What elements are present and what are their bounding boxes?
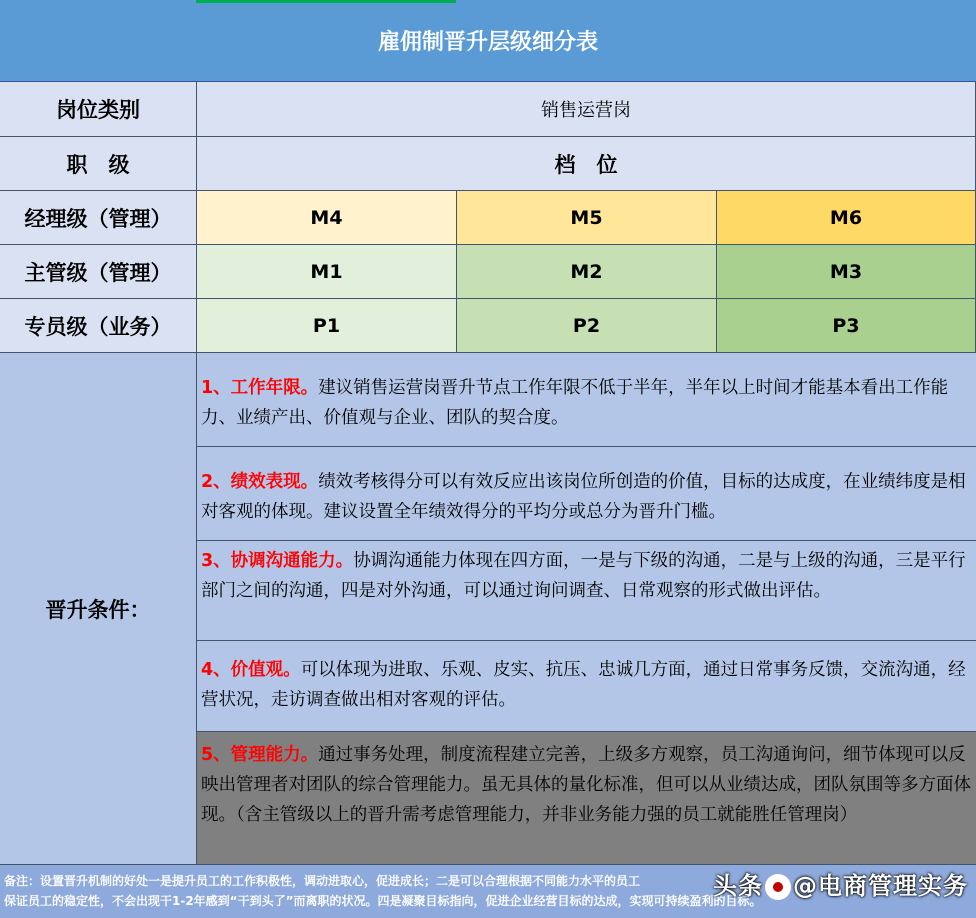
condition-item	[197, 353, 976, 447]
specialist-level-label: 专员级（业务）	[0, 299, 197, 353]
grade-m6: M6	[717, 191, 976, 245]
sheet-title: 雇佣制晋升层级细分表	[0, 0, 976, 82]
watermark-text: @电商管理实务	[793, 872, 968, 900]
condition-text: 协调沟通能力体现在四方面，一是与下级的沟通，二是与上级的沟通，三是平行部门之间的沟通，四是对外沟通，可以通过询问调查、日常观察的形式做出评估。	[201, 551, 966, 601]
condition-heading: 5、管理能力。	[201, 745, 319, 765]
grade-header: 档 位	[197, 137, 976, 191]
watermark	[713, 866, 968, 901]
supervisor-level-label: 主管级（管理）	[0, 245, 197, 299]
grade-m5: M5	[457, 191, 717, 245]
grade-m1: M1	[197, 245, 457, 299]
footnote-line-1: 备注：设置晋升机制的好处一是提升员工的工作积极性，调动进取心，促进成长；二是可以合理根据不同能力水平的员工	[4, 874, 641, 888]
condition-heading: 1、工作年限。	[201, 378, 319, 398]
grade-p3: P3	[717, 299, 976, 353]
level-label: 职 级	[0, 137, 197, 191]
grade-p1: P1	[197, 299, 457, 353]
grade-m4: M4	[197, 191, 457, 245]
grade-m3: M3	[717, 245, 976, 299]
category-value: 销售运营岗	[197, 82, 976, 137]
condition-text: 可以体现为进取、乐观、皮实、抗压、忠诚几方面，通过日常事务反馈，交流沟通，经营状况，走访调查做出相对客观的评估。	[201, 660, 966, 710]
condition-heading: 4、价值观。	[201, 660, 301, 680]
watermark-prefix: 头条	[713, 872, 763, 900]
grade-p2: P2	[457, 299, 717, 353]
condition-text: 通过事务处理，制度流程建立完善，上级多方观察，员工沟通询问，细节体现可以反映出管理者对团队的综合管理能力。虽无具体的量化标准，但可以从业绩达成，团队氛围等多方面体现。（含主管级以上的晋升需考虑管理能力，并非业务能力强的员工就能胜任管理岗）	[201, 745, 971, 825]
condition-item	[197, 447, 976, 541]
condition-heading: 2、绩效表现。	[201, 472, 319, 492]
grade-m2: M2	[457, 245, 717, 299]
manager-level-label: 经理级（管理）	[0, 191, 197, 245]
condition-item	[197, 641, 976, 732]
platform-logo-icon	[765, 874, 791, 900]
footnote-line-2: 保证员工的稳定性，不会出现干1-2年感到“干到头了”而离职的状况。四是凝聚目标指向，促进企业经营目标的达成，实现可持续盈利的目标。	[4, 894, 762, 908]
selected-cell-indicator	[196, 0, 456, 3]
condition-item	[197, 541, 976, 641]
condition-heading: 3、协调沟通能力。	[201, 551, 354, 571]
condition-text: 建议销售运营岗晋升节点工作年限不低于半年，半年以上时间才能基本看出工作能力、业绩产出、价值观与企业、团队的契合度。	[201, 378, 949, 428]
conditions-label: 晋升条件：	[0, 353, 197, 865]
condition-text: 绩效考核得分可以有效反应出该岗位所创造的价值，目标的达成度，在业绩纬度是相对客观的体现。建议设置全年绩效得分的平均分或总分为晋升门槛。	[201, 472, 966, 522]
category-label: 岗位类别	[0, 82, 197, 137]
condition-item	[197, 732, 976, 865]
